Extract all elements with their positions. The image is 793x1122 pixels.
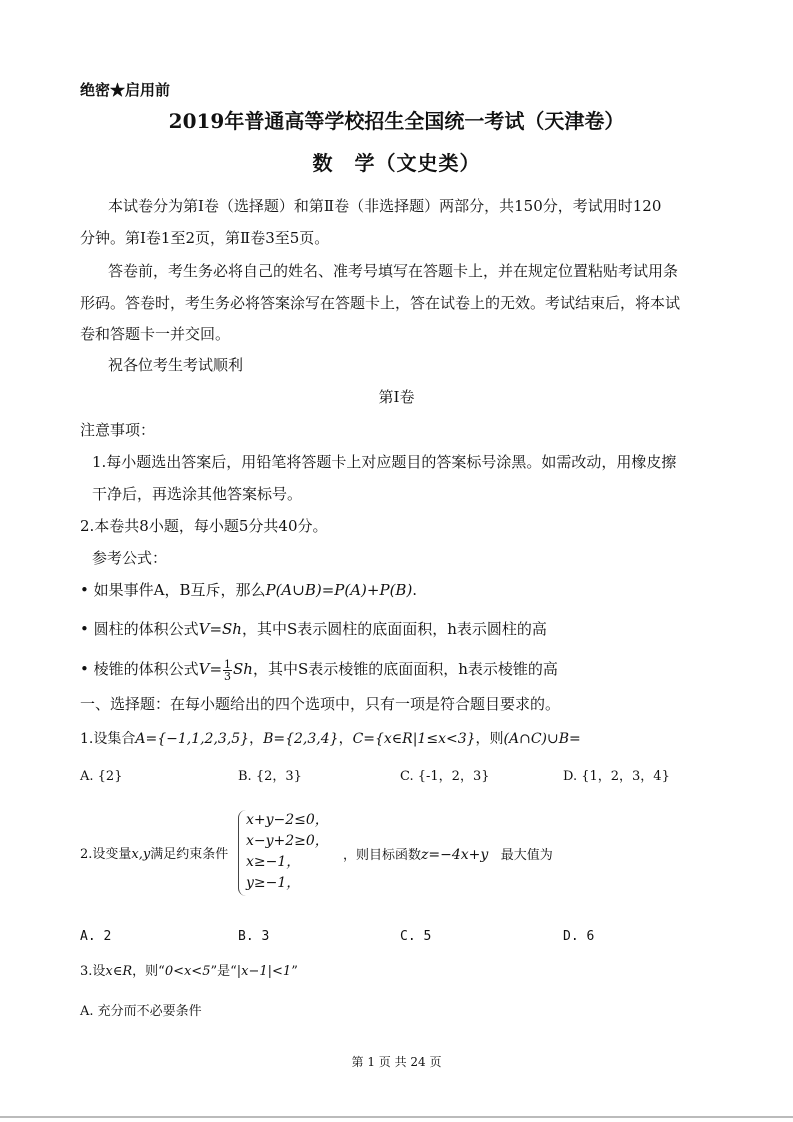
formula3-text: • 棱锥的体积公式 bbox=[80, 660, 199, 678]
q2-constraint-system bbox=[238, 810, 338, 896]
q2-constraint-1: x+y−2≤0， bbox=[246, 812, 329, 828]
q2-constraint-3: x≥−1， bbox=[246, 854, 301, 870]
q3-cond: x∈R bbox=[105, 964, 133, 979]
q3-range: 0<x<5 bbox=[164, 964, 211, 979]
q3-prefix: 3.设 bbox=[80, 964, 106, 979]
q1-set-b: B={2,3,4} bbox=[263, 731, 339, 747]
wish-line: 祝各位考生考试顺利 bbox=[108, 356, 244, 374]
q2-stem-right bbox=[343, 845, 553, 866]
q2-constraint-2: x−y+2≥0， bbox=[246, 833, 329, 849]
q1-expr: (A∩C)∪B= bbox=[503, 731, 581, 747]
q2-stem-end: 最大值为 bbox=[500, 848, 553, 863]
formula1-end: . bbox=[412, 581, 418, 599]
q1-sep3: ，则 bbox=[475, 731, 504, 747]
notes-title: 注意事项： bbox=[80, 421, 156, 439]
page-footer: 第 1 页 共 24 页 bbox=[351, 1055, 442, 1069]
q3-abs: |x−1|<1 bbox=[236, 964, 292, 979]
formula2 bbox=[80, 619, 547, 639]
part1-heading: 一、选择题：在每小题给出的四个选项中，只有一项是符合题目要求的。 bbox=[80, 695, 561, 713]
intro-para2-line2: 形码。答卷时，考生务必将答案涂写在答题卡上，答在试卷上的无效。考试结束后，将本试 bbox=[80, 294, 681, 312]
q2-stem-mid: 满足约束条件 bbox=[150, 847, 229, 862]
intro-para1-line2: 分钟。第Ⅰ卷1至2页，第Ⅱ卷3至5页。 bbox=[80, 229, 330, 247]
formula3-fraction bbox=[223, 659, 232, 682]
q1-choice-c[interactable]: C. {-1，2，3} bbox=[400, 769, 490, 784]
q1-choice-a[interactable]: A. {2} bbox=[80, 769, 123, 784]
formula2-math: V=Sh bbox=[198, 620, 242, 638]
q2-constraint-4: y≥−1， bbox=[246, 875, 301, 891]
bottom-divider bbox=[0, 1116, 793, 1118]
formula1-text: • 如果事件A，B互斥，那么 bbox=[80, 581, 266, 599]
intro-para2-line1: 答卷前，考生务必将自己的姓名、准考号填写在答题卡上，并在规定位置粘贴考试用条 bbox=[108, 262, 679, 280]
q3-stem-mid2: ”是“ bbox=[210, 964, 237, 979]
q2-choice-a[interactable]: A. 2 bbox=[80, 929, 112, 944]
q2-choice-b[interactable]: B. 3 bbox=[238, 929, 270, 944]
q2-prefix: 2.设变量 bbox=[80, 847, 132, 862]
q2-stem-after: ，则目标函数 bbox=[343, 848, 422, 863]
note1-line1: 1.每小题选出答案后，用铅笔将答题卡上对应题目的答案标号涂黑。如需改动，用橡皮擦 bbox=[92, 453, 677, 471]
formula3-rest: ，其中S表示棱锥的底面面积，h表示棱锥的高 bbox=[252, 660, 558, 678]
formula3-math-post: Sh bbox=[233, 660, 253, 678]
q2-stem-left bbox=[80, 845, 228, 865]
q2-choice-d[interactable]: D. 6 bbox=[563, 929, 595, 944]
note1-line2: 干净后，再选涂其他答案标号。 bbox=[92, 485, 303, 503]
q1-choice-b[interactable]: B. {2，3} bbox=[238, 769, 302, 784]
section-heading: 第Ⅰ卷 bbox=[378, 388, 415, 406]
q1-sep1: ， bbox=[249, 731, 264, 747]
q3-stem bbox=[80, 962, 298, 982]
q2-objective: z=−4x+y bbox=[421, 847, 489, 863]
q3-choice-a[interactable]: A. 充分而不必要条件 bbox=[80, 1004, 202, 1019]
confidential-label: 绝密★启用前 bbox=[80, 81, 171, 99]
q2-vars: x,y bbox=[131, 847, 151, 862]
q3-stem-end: ” bbox=[291, 964, 298, 979]
note2: 2.本卷共8小题，每小题5分共40分。 bbox=[80, 517, 328, 535]
intro-para2-line3: 卷和答题卡一并交回。 bbox=[80, 325, 231, 343]
formula3-math-pre: V= bbox=[198, 660, 223, 678]
q3-stem-mid: ，则“ bbox=[132, 964, 165, 979]
formula3 bbox=[80, 655, 558, 683]
q1-set-c: C={x∈R|1≤x<3} bbox=[352, 731, 476, 747]
q1-choice-d[interactable]: D. {1，2，3，4} bbox=[563, 769, 670, 784]
ref-title: 参考公式： bbox=[92, 549, 168, 567]
exam-subtitle: 数 学（文史类） bbox=[312, 151, 481, 175]
formula2-rest: ，其中S表示圆柱的底面面积，h表示圆柱的高 bbox=[241, 620, 547, 638]
formula2-text: • 圆柱的体积公式 bbox=[80, 620, 199, 638]
q2-choice-c[interactable]: C. 5 bbox=[400, 929, 432, 944]
formula1 bbox=[80, 580, 417, 600]
q1-set-a: A={−1,1,2,3,5} bbox=[135, 731, 250, 747]
q1-prefix: 1.设集合 bbox=[80, 731, 136, 747]
formula1-math: P(A∪B)=P(A)+P(B) bbox=[265, 581, 413, 599]
q1-sep2: ， bbox=[338, 731, 353, 747]
intro-para1-line1: 本试卷分为第Ⅰ卷（选择题）和第Ⅱ卷（非选择题）两部分，共150分，考试用时120 bbox=[108, 197, 662, 215]
exam-title: 2019年普通高等学校招生全国统一考试（天津卷） bbox=[168, 109, 625, 133]
formula3-frac-den: 3 bbox=[224, 669, 232, 683]
formula3-frac-num: 1 bbox=[224, 657, 232, 671]
q1-stem bbox=[80, 729, 581, 749]
